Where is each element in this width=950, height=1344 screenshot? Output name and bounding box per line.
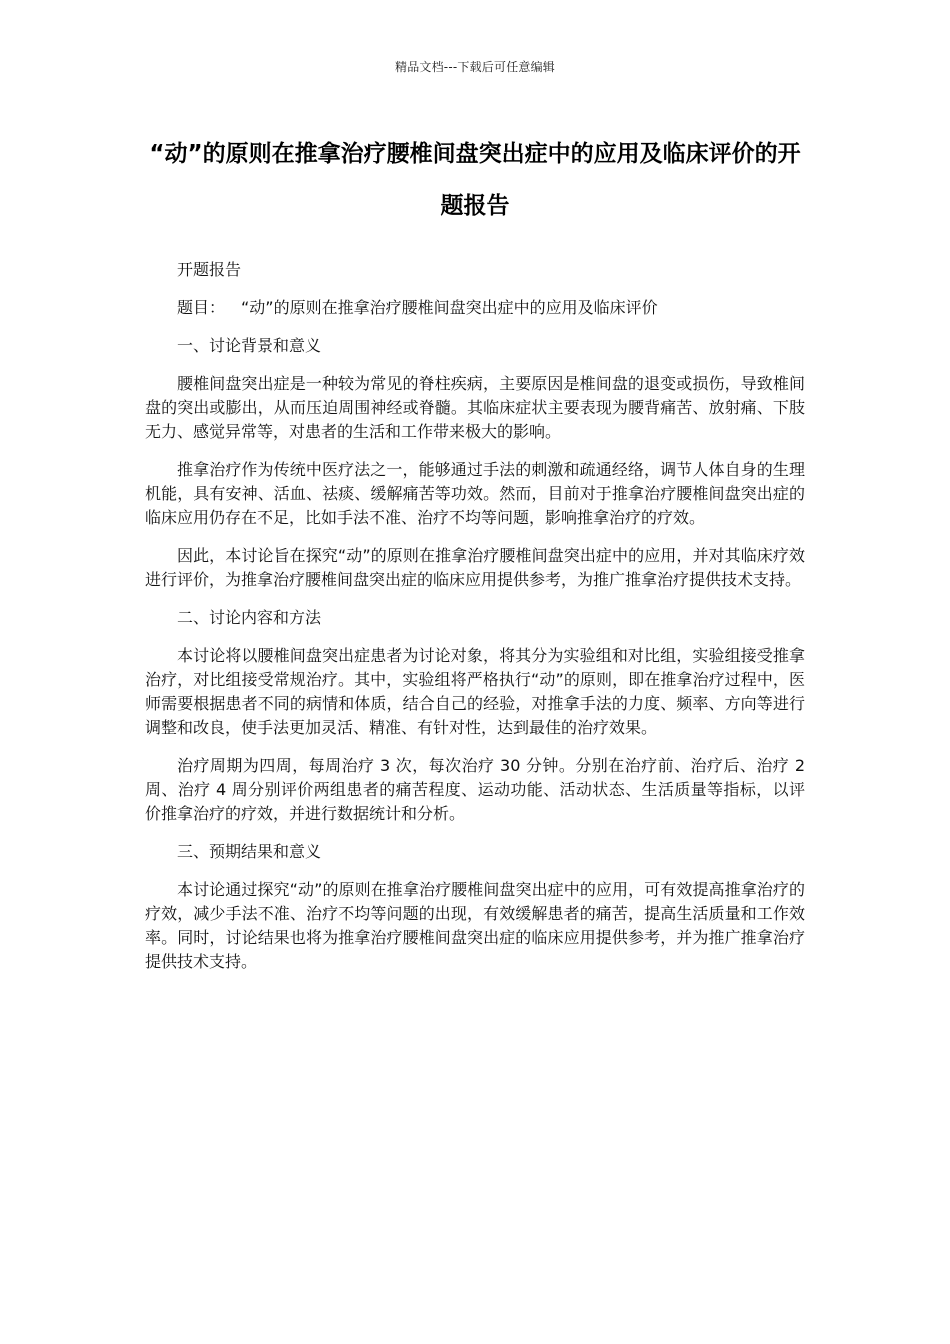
page-header-watermark: 精品文档---下载后可任意编辑 xyxy=(395,60,555,74)
intro-label: 开题报告 xyxy=(177,260,242,279)
section-heading: 一、讨论背景和意义 xyxy=(177,336,322,355)
body-paragraph: 本讨论将以腰椎间盘突出症患者为讨论对象，将其分为实验组和对比组，实验组接受推拿治疗，对比组接受常规治疗。其中，实验组将严格执行“动”的原则，即在推拿治疗过程中，医师需要根据患者不同的病情和体质，结合自己的经验，对推拿手法的力度、频率、方向等进行调整和改良，使手法更加灵活、精准、有针对性，达到最佳的治疗效果。 xyxy=(145,646,805,737)
subject-line xyxy=(145,296,805,320)
document-body xyxy=(145,258,805,988)
body-paragraph: 治疗周期为四周，每周治疗 3 次，每次治疗 30 分钟。分别在治疗前、治疗后、治疗 2 周、治疗 4 周分别评价两组患者的痛苦程度、运动功能、活动状态、生活质量等指标，以评价推拿治疗的疗效，并进行数据统计和分析。 xyxy=(145,756,805,823)
body-paragraph: 因此，本讨论旨在探究“动”的原则在推拿治疗腰椎间盘突出症中的应用，并对其临床疗效进行评价，为推拿治疗腰椎间盘突出症的临床应用提供参考，为推广推拿治疗提供技术支持。 xyxy=(145,546,805,589)
body-paragraph: 推拿治疗作为传统中医疗法之一，能够通过手法的刺激和疏通经络，调节人体自身的生理机能，具有安神、活血、祛痰、缓解痛苦等功效。然而，目前对于推拿治疗腰椎间盘突出症的临床应用仍存在不足，比如手法不准、治疗不均等问题，影响推拿治疗的疗效。 xyxy=(145,460,805,527)
document-title: “动”的原则在推拿治疗腰椎间盘突出症中的应用及临床评价的开题报告 xyxy=(149,141,801,219)
section-heading: 三、预期结果和意义 xyxy=(177,842,322,861)
subject-label: 题目： xyxy=(177,298,226,317)
body-paragraph: 本讨论通过探究“动”的原则在推拿治疗腰椎间盘突出症中的应用，可有效提高推拿治疗的疗效，减少手法不准、治疗不均等问题的出现，有效缓解患者的痛苦，提高生活质量和工作效率。同时，讨论结果也将为推拿治疗腰椎间盘突出症的临床应用提供参考，并为推广推拿治疗提供技术支持。 xyxy=(145,880,805,971)
body-paragraph: 腰椎间盘突出症是一种较为常见的脊柱疾病，主要原因是椎间盘的退变或损伤，导致椎间盘的突出或膨出，从而压迫周围神经或脊髓。其临床症状主要表现为腰背痛苦、放射痛、下肢无力、感觉异常等，对患者的生活和工作带来极大的影响。 xyxy=(145,374,805,441)
subject-text: “动”的原则在推拿治疗腰椎间盘突出症中的应用及临床评价 xyxy=(241,298,658,317)
section-heading: 二、讨论内容和方法 xyxy=(177,608,322,627)
